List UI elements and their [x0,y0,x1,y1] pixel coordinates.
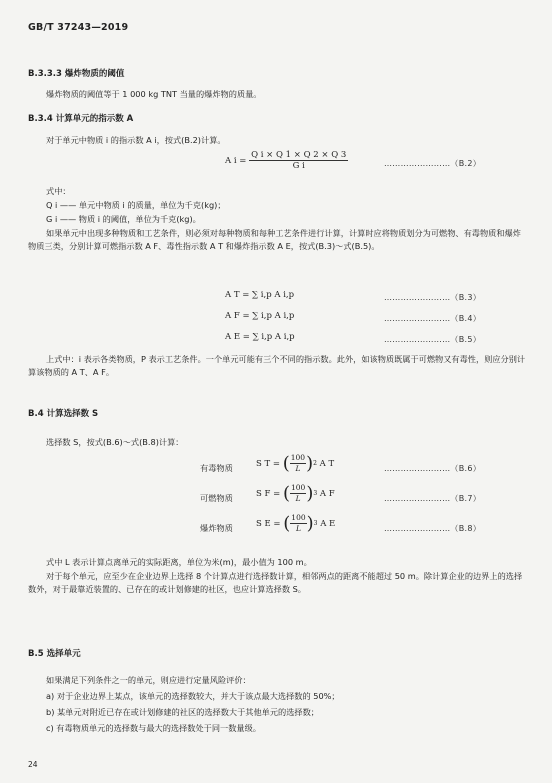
paren-right: ) [306,512,314,534]
definition-qi: Q i —— 单元中物质 i 的质量，单位为千克(kg)； [46,200,226,210]
equation-b6-lhs: S T = [256,458,281,469]
paren-left: ( [282,452,290,474]
equation-b8-exponent: 3 [313,520,318,527]
equation-b7-exponent: 3 [313,490,318,497]
equation-b6-rhs: A T [319,458,335,469]
equation-b3: A T = ∑ i,p A i,p [225,290,295,300]
b4-paragraph: 对于每个单元，应至少在企业边界上选择 8 个计算点进行选择数计算，相邻两点的距离不能超过 50 m。除计算企业的边界上的选择数外，对于最靠近装置的、已存在的或计划修建的社区，也应计算选择数 S。 [28,571,523,594]
list-item-c: c) 有毒物质单元的选择数与最大的选择数处于同一数量级。 [46,723,261,733]
equation-b6-denominator: L [295,464,301,473]
row-label-toxic: 有毒物质 [200,463,233,473]
equation-b2 [225,150,348,171]
b34-intro: 对于单元中物质 i 的指示数 A i，按式(B.2)计算。 [46,135,226,145]
equation-b8-numerator: 100 [291,513,306,522]
equation-b8 [256,513,335,534]
b4-intro: 选择数 S，按式(B.6)～式(B.8)计算： [46,437,184,447]
equation-b6-fraction [290,453,306,474]
b34-after-text: 上式中：i 表示各类物质，P 表示工艺条件。一个单元可能有三个不同的指示数。此外，如该物质既属于可燃物又有毒性，则应分别计算该物质的 A T、A F。 [28,354,526,377]
list-item-b: b) 某单元对附近已存在或计划修建的社区的选择数大于其他单元的选择数； [46,707,319,717]
equation-b7-number: ……………………（B.7） [384,494,482,503]
equation-b2-numerator: Q i × Q 1 × Q 2 × Q 3 [251,150,347,160]
section-heading-b4: B.4 计算选择数 S [28,409,99,419]
definition-gi: G i —— 物质 i 的阈值，单位为千克(kg)。 [46,214,201,224]
b4-where: 式中 L 表示计算点离单元的实际距离，单位为米(m)，最小值为 100 m。 [46,557,312,567]
section-heading-b333: B.3.3.3 爆炸物质的阈值 [28,69,125,79]
equation-b6-numerator: 100 [290,453,306,462]
row-label-explosive: 爆炸物质 [200,523,233,533]
equation-b7-lhs: S F = [256,488,281,499]
section-heading-b5: B.5 选择单元 [28,649,81,659]
b5-intro: 如果满足下列条件之一的单元，则应进行定量风险评价： [46,675,251,685]
paren-right: ) [306,482,314,504]
b34-paragraph: 如果单元中出现多种物质和工艺条件，则必须对每种物质和每种工艺条件进行计算，计算时应将物质划分为可燃物、有毒物质和爆炸物质三类，分别计算可燃指示数 A F、毒性指示数 A T 和爆炸指示数 A E，按式(B.3)～式(B.5)。 [28,228,521,251]
b333-text: 爆炸物质的阈值等于 1 000 kg TNT 当量的爆炸物的质量。 [46,89,262,99]
equation-b3-number: ……………………（B.3） [384,293,482,302]
page-number: 24 [28,760,38,769]
equation-b2-denominator: G i [292,161,305,171]
equation-b8-denominator: L [295,524,301,533]
equation-b7 [256,483,335,504]
equation-b8-rhs: A E [320,518,336,529]
paren-right: ) [306,452,314,474]
equation-b7-numerator: 100 [290,483,306,492]
equation-b6-exponent: 2 [313,460,317,467]
equation-b4: A F = ∑ i,p A i,p [225,311,295,321]
equation-b2-number: ……………………（B.2） [384,159,482,168]
equation-b7-rhs: A F [319,488,335,499]
row-label-flammable: 可燃物质 [200,493,233,503]
equation-b7-denominator: L [295,494,301,503]
list-item-a: a) 对于企业边界上某点，该单元的选择数较大，并大于该点最大选择数的 50%； [46,691,340,701]
paren-left: ( [282,482,290,504]
section-heading-b34: B.3.4 计算单元的指示数 A [28,114,134,124]
equation-b5: A E = ∑ i,p A i,p [225,332,295,342]
equation-b5-number: ……………………（B.5） [384,335,482,344]
equation-b8-lhs: S E = [256,518,281,529]
equation-b8-fraction [290,513,306,534]
equation-b2-fraction [249,150,348,171]
b34-where: 式中： [46,186,71,196]
standard-number: GB/T 37243—2019 [28,22,129,33]
equation-b6 [256,453,334,474]
paren-left: ( [283,512,291,534]
equation-b4-number: ……………………（B.4） [384,314,482,323]
equation-b7-fraction [290,483,306,504]
equation-b6-number: ……………………（B.6） [384,464,482,473]
equation-b2-lhs: A i = [225,156,247,166]
equation-b8-number: ……………………（B.8） [384,524,482,533]
